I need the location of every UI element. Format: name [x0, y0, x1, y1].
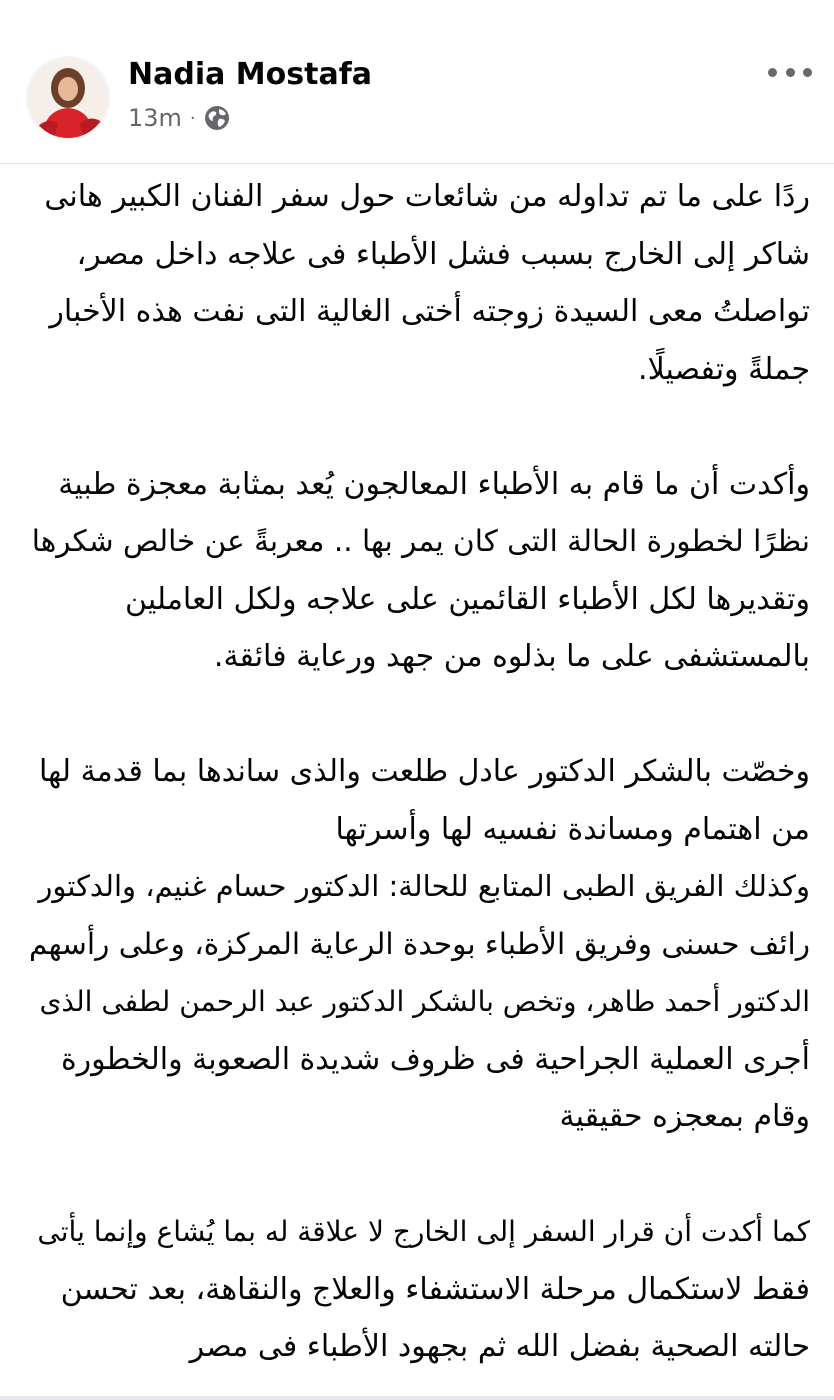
post-meta: [128, 102, 230, 134]
post-text-line: وخصّت بالشكر الدكتور عادل طلعت والذى ساندها بما قدمة لها: [38, 754, 810, 789]
post-header: [0, 0, 834, 164]
post-text-line: كما أكدت أن قرار السفر إلى الخارج لا علاقة له بما يُشاع وإنما يأتى: [37, 1215, 810, 1248]
post-text-line: جملةً وتفصيلًا.: [638, 351, 810, 387]
more-dot-icon: [803, 68, 812, 77]
more-dot-icon: [786, 68, 795, 77]
post-text-line: تواصلتُ معى السيدة زوجته أختى الغالية التى نفت هذه الأخبار: [49, 294, 810, 329]
post-text-line: حالته الصحية بفضل الله ثم بجهود الأطباء فى مصر: [189, 1329, 810, 1364]
post-text-line: فقط لاستكمال مرحلة الاستشفاء والعلاج والنقاهة، بعد تحسن: [60, 1271, 810, 1307]
meta-separator: ·: [189, 107, 196, 129]
post-text-line: وتقديرها لكل الأطباء القائمين على علاجه ولكل العاملين: [125, 581, 810, 617]
post-text-line: الدكتور أحمد طاهر، وتخص بالشكر الدكتور عبد الرحمن لطفى الذى: [39, 985, 810, 1018]
post-text-line: ردًا على ما تم تداوله من شائعات حول سفر الفنان الكبير هانى: [44, 179, 810, 214]
post-text-line: وكذلك الفريق الطبى المتابع للحالة: الدكتور حسام غنيم، والدكتور: [38, 869, 810, 903]
paragraph-gap: [28, 1146, 810, 1204]
paragraph-gap: [28, 686, 810, 744]
avatar-image: [28, 58, 108, 138]
bottom-divider: [0, 1396, 834, 1400]
more-dot-icon: [768, 68, 777, 77]
globe-icon[interactable]: [204, 105, 230, 131]
post-text-line: نظرًا لخطورة الحالة التى كان يمر بها .. معربةً عن خالص شكرها: [31, 524, 810, 558]
post-text-line: شاكر إلى الخارج بسبب فشل الأطباء فى علاجه داخل مصر،: [76, 236, 810, 272]
author-avatar[interactable]: [26, 56, 110, 140]
post-text: [28, 168, 810, 1376]
more-options-button[interactable]: [768, 58, 812, 86]
post-text-line: من اهتمام ومساندة نفسيه لها وأسرتها: [335, 811, 810, 847]
post-text-line: بالمستشفى على ما بذلوه من جهد ورعاية فائقة.: [213, 639, 810, 674]
paragraph-gap: [28, 398, 810, 456]
post-text-line: وقام بمعجزه حقيقية: [559, 1099, 810, 1134]
author-name[interactable]: Nadia Mostafa: [128, 57, 372, 92]
post-text-line: رائف حسنى وفريق الأطباء بوحدة الرعاية المركزة، وعلى رأسهم: [28, 926, 810, 961]
post-text-line: أجرى العملية الجراحية فى ظروف شديدة الصعوبة والخطورة: [60, 1041, 810, 1077]
post-text-line: وأكدت أن ما قام به الأطباء المعالجون يُعد بمثابة معجزة طبية: [58, 466, 810, 502]
post-timestamp[interactable]: 13m: [128, 104, 182, 132]
